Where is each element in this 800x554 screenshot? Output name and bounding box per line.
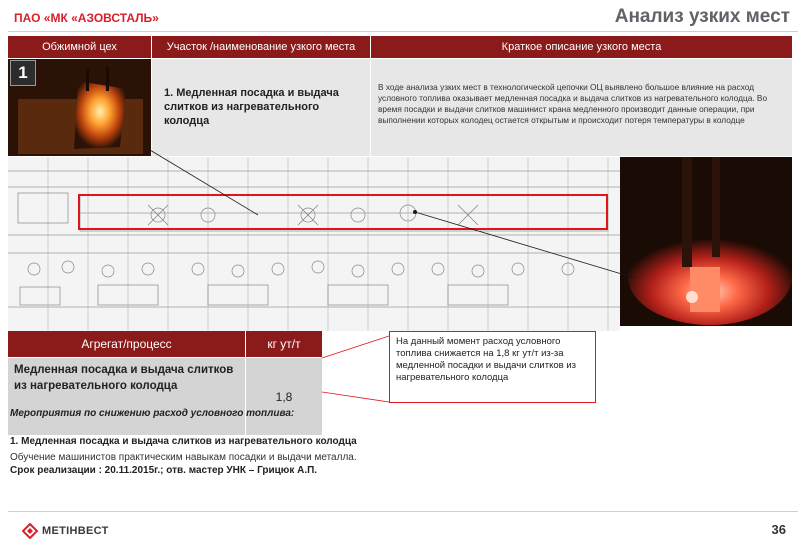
value-cell: 1,8 bbox=[246, 358, 322, 435]
page-title: Анализ узких мест bbox=[614, 6, 790, 27]
bottleneck-description: В ходе анализа узких мест в технологической цепочки ОЦ выявлено большое влияние на расход условного топлива оказывает медленная посадка и выдача слитков из нагревательного колодца. Во время посадки и выдачи слитков машинист крана медленного производит данные операции, при выполнении которых колодец остается открытым и происходит потеря температуры в колодце bbox=[378, 82, 768, 125]
company-name: ПАО «МК «АЗОВСТАЛЬ» bbox=[14, 11, 159, 25]
measures-description: Обучение машинистов практическим навыкам посадки и выдачи металла. bbox=[10, 452, 357, 463]
column-header-unit: кг ут/т bbox=[246, 331, 322, 357]
column-header-process: Агрегат/процесс bbox=[8, 331, 245, 357]
logo-text: МЕТІНВЕСТ bbox=[42, 525, 109, 537]
column-header-section: Участок /наименование узкого места bbox=[152, 36, 370, 58]
measures-deadline: Срок реализации : 20.11.2015г.; отв. мастер УНК – Грицюк А.П. bbox=[10, 465, 318, 476]
callout-note: На данный момент расход условного топлива снижается на 1,8 кг ут/т из-за медленной посадки и выдачи слитков из нагревательного колодца bbox=[389, 331, 596, 403]
column-header-description: Краткое описание узкого места bbox=[371, 36, 792, 58]
process-cell bbox=[8, 358, 245, 435]
company-logo bbox=[22, 523, 109, 539]
process-name: Медленная посадка и выдача слитков из нагревательного колодца bbox=[14, 364, 234, 392]
bottleneck-stage: 1. Медленная посадка и выдача слитков из нагревательного колодца bbox=[164, 87, 339, 127]
measures-item: 1. Медленная посадка и выдача слитков из нагревательного колодца bbox=[10, 436, 357, 447]
page-number: 36 bbox=[771, 522, 786, 537]
logo-mark-icon bbox=[22, 523, 38, 539]
measures-title: Мероприятия по снижению расход условного топлива: bbox=[10, 408, 295, 419]
column-header-shop: Обжимной цех bbox=[8, 36, 151, 58]
number-badge: 1 bbox=[10, 60, 36, 86]
footer-divider bbox=[8, 511, 798, 512]
